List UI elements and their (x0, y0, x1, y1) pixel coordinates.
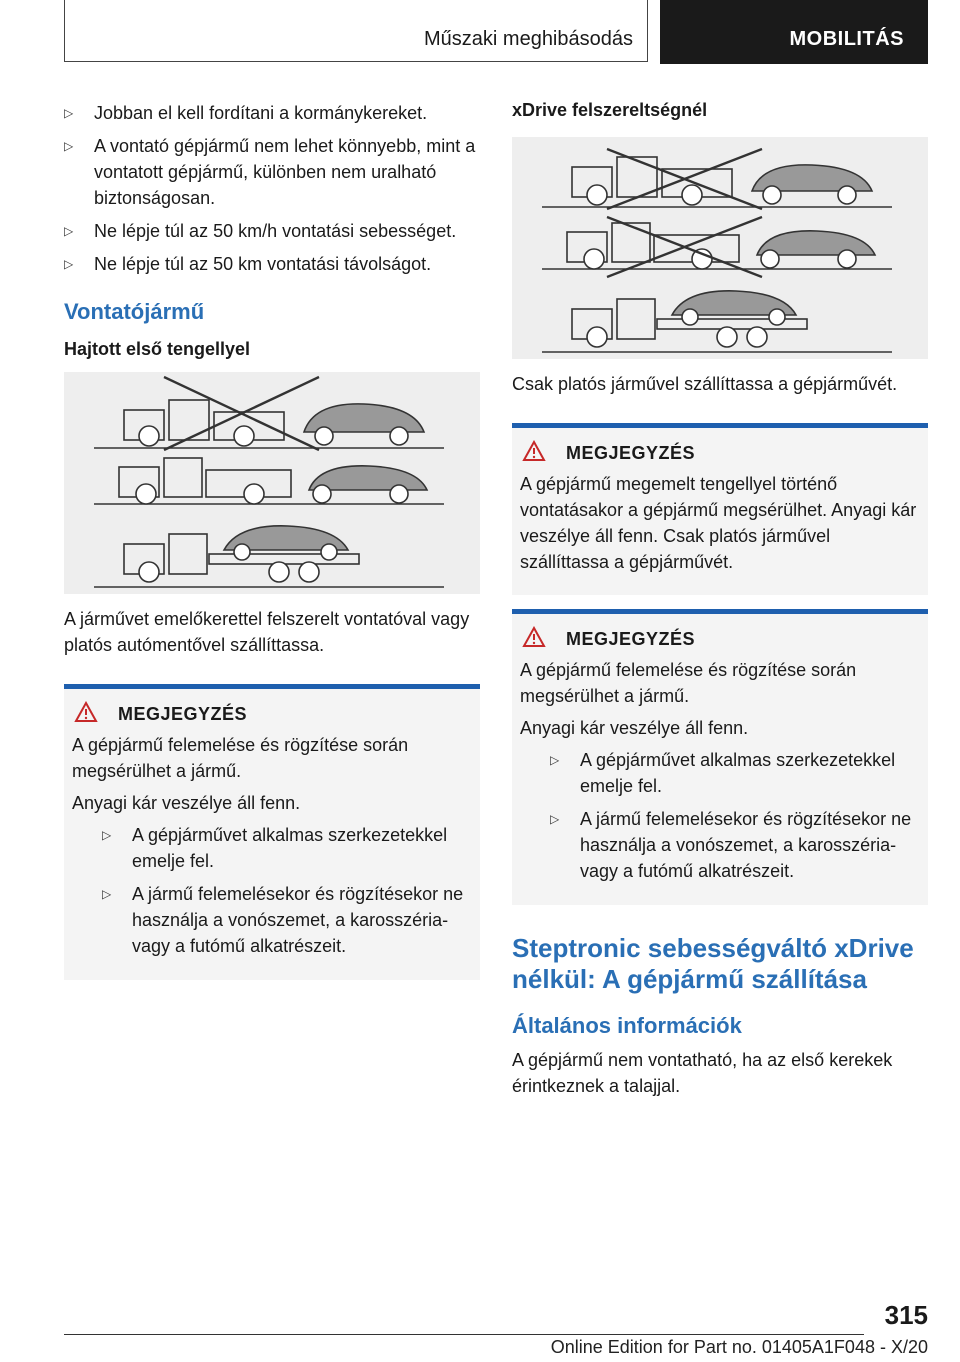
bullet-marker-icon: ▷ (102, 828, 112, 842)
section-title: Műszaki meghibásodás (424, 28, 633, 50)
section-heading: Vontatójármű (64, 299, 205, 324)
note-text: Anyagi kár veszélye áll fenn. (520, 718, 749, 738)
tow-truck-illustration (64, 372, 480, 594)
page-number: 315 (884, 1300, 928, 1330)
chapter-tab (660, 0, 928, 64)
list-item: ▷ A jármű felemelésekor és rögzítésekor ne használja a vonószemet, a karosszéria- vagy a futómű alkatrészeit. (550, 806, 920, 884)
list-item: ▷ A vontató gépjármű nem lehet könnyebb, mint a vontatott gépjármű, különben nem uralható biztonságosan. (64, 133, 480, 211)
warning-triangle-icon (74, 701, 98, 728)
note-title: MEGJEGYZÉS (118, 704, 248, 724)
note-text: A gépjármű felemelése és rögzítése során megsérülhet a jármű. (72, 735, 409, 781)
list-item: ▷ A gépjárművet alkalmas szerkezetekkel emelje fel. (102, 822, 472, 874)
towing-illustration (64, 372, 480, 594)
list-item: ▷ Jobban el kell fordítani a kormánykereket. (64, 100, 480, 126)
list-item: ▷ A jármű felemelésekor és rögzítésekor ne használja a vonószemet, a karosszéria- vagy a futómű alkatrészeit. (102, 881, 472, 959)
bullet-marker-icon: ▷ (550, 753, 560, 767)
bullet-marker-icon: ▷ (64, 106, 74, 120)
note-header (520, 626, 920, 653)
note-list (102, 822, 472, 959)
flatbed-illustration (512, 137, 928, 359)
figure-caption: A járművet emelőkerettel felszerelt vontatóval vagy platós autómentővel szállíttassa. (64, 609, 470, 655)
footer-text: Online Edition for Part no. 01405A1F048 - X/20 (550, 1337, 928, 1357)
warning-note (512, 423, 928, 595)
list-item: ▷ Ne lépje túl az 50 km vontatási távolságot. (64, 251, 480, 277)
subsection-heading: Általános információk (512, 1013, 742, 1038)
figure-caption: Csak platós járművel szállíttassa a gépjárművét. (512, 374, 898, 394)
bullet-marker-icon: ▷ (64, 139, 74, 153)
warning-triangle-icon (522, 626, 546, 653)
note-title: MEGJEGYZÉS (566, 629, 696, 649)
list-item: ▷ A gépjárművet alkalmas szerkezetekkel emelje fel. (550, 747, 920, 799)
subheading: xDrive felszereltségnél (512, 100, 708, 120)
note-text: A gépjármű megemelt tengellyel történő vontatásakor a gépjármű megsérülhet. Anyagi kár veszélye áll fenn. Csak platós járművel szállíttassa a gépjárművét. (520, 474, 917, 572)
body-text: A gépjármű nem vontatható, ha az első kerekek érintkeznek a talajjal. (512, 1050, 893, 1096)
right-column (512, 100, 928, 1099)
list-item: ▷ Ne lépje túl az 50 km/h vontatási sebességet. (64, 218, 480, 244)
warning-note (64, 684, 480, 980)
note-title: MEGJEGYZÉS (566, 443, 696, 463)
subheading: Hajtott első tengellyel (64, 339, 251, 359)
note-text: Anyagi kár veszélye áll fenn. (72, 793, 301, 813)
warning-triangle-icon (522, 440, 546, 467)
note-text: A gépjármű felemelése és rögzítése során megsérülhet a jármű. (520, 660, 857, 706)
warning-note (512, 609, 928, 905)
page-header (64, 0, 928, 64)
note-list (550, 747, 920, 884)
note-header (520, 440, 920, 467)
bullet-marker-icon: ▷ (550, 812, 560, 826)
bullet-marker-icon: ▷ (64, 257, 74, 271)
section-tab (64, 0, 648, 62)
chapter-title: MOBILITÁS (789, 28, 904, 50)
left-column (64, 100, 480, 980)
xdrive-towing-illustration (512, 137, 928, 359)
bullet-marker-icon: ▷ (64, 224, 74, 238)
bullet-list (64, 100, 480, 277)
footer-divider (64, 1334, 864, 1335)
bullet-marker-icon: ▷ (102, 887, 112, 901)
note-header (72, 701, 472, 728)
section-heading: Steptronic sebességváltó xDrive nélkül: A gépjármű szállítása (512, 933, 914, 994)
